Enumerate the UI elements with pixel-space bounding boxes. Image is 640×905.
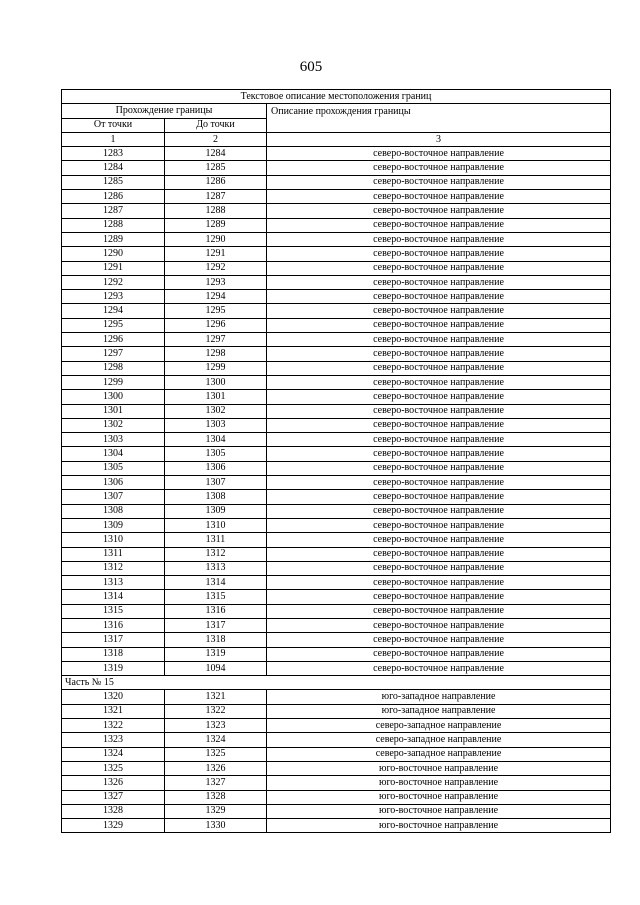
table-row — [62, 361, 611, 375]
from-point-cell: 1287 — [62, 204, 165, 218]
from-point-cell: 1312 — [62, 561, 165, 575]
direction-cell: юго-восточное направление — [267, 790, 611, 804]
direction-cell: северо-восточное направление — [267, 304, 611, 318]
table-row — [62, 747, 611, 761]
direction-cell: северо-восточное направление — [267, 433, 611, 447]
from-point-cell: 1297 — [62, 347, 165, 361]
from-point-cell: 1283 — [62, 147, 165, 161]
to-point-cell: 1322 — [165, 704, 267, 718]
column-number: 2 — [165, 132, 267, 146]
from-point-cell: 1298 — [62, 361, 165, 375]
to-point-cell: 1294 — [165, 290, 267, 304]
direction-cell: юго-западное направление — [267, 690, 611, 704]
table-row — [62, 604, 611, 618]
direction-cell: северо-восточное направление — [267, 147, 611, 161]
direction-cell: северо-восточное направление — [267, 590, 611, 604]
to-point-cell: 1288 — [165, 204, 267, 218]
from-point-cell: 1307 — [62, 490, 165, 504]
table-row — [62, 347, 611, 361]
table-row — [62, 476, 611, 490]
from-point-cell: 1311 — [62, 547, 165, 561]
to-point-cell: 1292 — [165, 261, 267, 275]
direction-cell: северо-восточное направление — [267, 504, 611, 518]
direction-cell: северо-восточное направление — [267, 275, 611, 289]
to-point-cell: 1303 — [165, 418, 267, 432]
table-row — [62, 804, 611, 818]
from-point-cell: 1291 — [62, 261, 165, 275]
table-row — [62, 232, 611, 246]
boundary-description-table — [61, 89, 611, 833]
table-row — [62, 790, 611, 804]
to-point-cell: 1330 — [165, 819, 267, 833]
direction-cell: северо-восточное направление — [267, 261, 611, 275]
to-point-cell: 1301 — [165, 390, 267, 404]
table-row — [62, 561, 611, 575]
table-row — [62, 275, 611, 289]
direction-cell: северо-восточное направление — [267, 161, 611, 175]
to-point-cell: 1325 — [165, 747, 267, 761]
direction-cell: северо-восточное направление — [267, 490, 611, 504]
from-point-cell: 1315 — [62, 604, 165, 618]
direction-cell: северо-восточное направление — [267, 232, 611, 246]
direction-cell: юго-восточное направление — [267, 776, 611, 790]
to-point-cell: 1306 — [165, 461, 267, 475]
from-point-cell: 1324 — [62, 747, 165, 761]
from-point-cell: 1326 — [62, 776, 165, 790]
table-row — [62, 333, 611, 347]
table-row — [62, 819, 611, 833]
direction-cell: юго-восточное направление — [267, 761, 611, 775]
table-row — [62, 318, 611, 332]
from-point-cell: 1303 — [62, 433, 165, 447]
direction-cell: северо-восточное направление — [267, 190, 611, 204]
direction-cell: северо-восточное направление — [267, 347, 611, 361]
to-point-cell: 1286 — [165, 175, 267, 189]
to-point-cell: 1299 — [165, 361, 267, 375]
direction-cell: северо-западное направление — [267, 747, 611, 761]
table-row — [62, 647, 611, 661]
table-row — [62, 690, 611, 704]
table-row — [62, 390, 611, 404]
table-row — [62, 661, 611, 675]
table-row — [62, 290, 611, 304]
to-point-cell: 1324 — [165, 733, 267, 747]
table-row — [62, 404, 611, 418]
to-point-cell: 1300 — [165, 375, 267, 389]
direction-cell: северо-восточное направление — [267, 375, 611, 389]
to-point-cell: 1289 — [165, 218, 267, 232]
table-row — [62, 704, 611, 718]
direction-cell: юго-восточное направление — [267, 804, 611, 818]
from-point-cell: 1300 — [62, 390, 165, 404]
from-point-cell: 1321 — [62, 704, 165, 718]
from-point-cell: 1284 — [62, 161, 165, 175]
section-row — [62, 676, 611, 690]
from-point-cell: 1318 — [62, 647, 165, 661]
table-row — [62, 733, 611, 747]
from-point-cell: 1305 — [62, 461, 165, 475]
table-body — [62, 90, 611, 833]
from-point-cell: 1295 — [62, 318, 165, 332]
from-point-cell: 1294 — [62, 304, 165, 318]
direction-cell: северо-восточное направление — [267, 618, 611, 632]
table-row — [62, 576, 611, 590]
table-row — [62, 175, 611, 189]
to-point-cell: 1291 — [165, 247, 267, 261]
direction-cell: северо-восточное направление — [267, 604, 611, 618]
to-point-cell: 1310 — [165, 518, 267, 532]
direction-cell: северо-восточное направление — [267, 218, 611, 232]
direction-cell: юго-восточное направление — [267, 819, 611, 833]
direction-cell: северо-восточное направление — [267, 561, 611, 575]
table-row — [62, 618, 611, 632]
from-point-cell: 1299 — [62, 375, 165, 389]
direction-cell: юго-западное направление — [267, 704, 611, 718]
from-point-cell: 1320 — [62, 690, 165, 704]
direction-cell: северо-западное направление — [267, 733, 611, 747]
from-point-header: От точки — [62, 118, 165, 132]
direction-cell: северо-восточное направление — [267, 647, 611, 661]
column-number: 3 — [267, 132, 611, 146]
table-row — [62, 533, 611, 547]
direction-cell: северо-западное направление — [267, 719, 611, 733]
to-point-cell: 1314 — [165, 576, 267, 590]
from-point-cell: 1293 — [62, 290, 165, 304]
from-point-cell: 1286 — [62, 190, 165, 204]
to-point-cell: 1316 — [165, 604, 267, 618]
to-point-cell: 1094 — [165, 661, 267, 675]
table-row — [62, 761, 611, 775]
from-point-cell: 1285 — [62, 175, 165, 189]
to-point-cell: 1285 — [165, 161, 267, 175]
description-header: Описание прохождения границы — [267, 104, 611, 133]
to-point-cell: 1296 — [165, 318, 267, 332]
to-point-cell: 1328 — [165, 790, 267, 804]
to-point-cell: 1323 — [165, 719, 267, 733]
to-point-cell: 1319 — [165, 647, 267, 661]
table-row — [62, 490, 611, 504]
to-point-cell: 1293 — [165, 275, 267, 289]
to-point-cell: 1302 — [165, 404, 267, 418]
table-row — [62, 218, 611, 232]
to-point-cell: 1318 — [165, 633, 267, 647]
from-point-cell: 1310 — [62, 533, 165, 547]
from-point-cell: 1322 — [62, 719, 165, 733]
table-row — [62, 590, 611, 604]
from-point-cell: 1302 — [62, 418, 165, 432]
from-point-cell: 1328 — [62, 804, 165, 818]
to-point-cell: 1305 — [165, 447, 267, 461]
direction-cell: северо-восточное направление — [267, 661, 611, 675]
table-row — [62, 547, 611, 561]
from-point-cell: 1329 — [62, 819, 165, 833]
to-point-cell: 1308 — [165, 490, 267, 504]
from-point-cell: 1309 — [62, 518, 165, 532]
to-point-cell: 1312 — [165, 547, 267, 561]
from-point-cell: 1308 — [62, 504, 165, 518]
from-point-cell: 1316 — [62, 618, 165, 632]
table-row — [62, 261, 611, 275]
to-point-cell: 1309 — [165, 504, 267, 518]
direction-cell: северо-восточное направление — [267, 247, 611, 261]
table-row — [62, 190, 611, 204]
table-row — [62, 161, 611, 175]
from-point-cell: 1289 — [62, 232, 165, 246]
direction-cell: северо-восточное направление — [267, 175, 611, 189]
column-number: 1 — [62, 132, 165, 146]
to-point-cell: 1287 — [165, 190, 267, 204]
direction-cell: северо-восточное направление — [267, 547, 611, 561]
to-point-cell: 1326 — [165, 761, 267, 775]
table-row — [62, 418, 611, 432]
from-point-cell: 1319 — [62, 661, 165, 675]
direction-cell: северо-восточное направление — [267, 461, 611, 475]
table-row — [62, 504, 611, 518]
from-point-cell: 1290 — [62, 247, 165, 261]
to-point-cell: 1297 — [165, 333, 267, 347]
table-title: Текстовое описание местоположения границ — [62, 90, 611, 104]
direction-cell: северо-восточное направление — [267, 447, 611, 461]
to-point-cell: 1284 — [165, 147, 267, 161]
from-point-cell: 1304 — [62, 447, 165, 461]
from-point-cell: 1325 — [62, 761, 165, 775]
from-point-cell: 1317 — [62, 633, 165, 647]
direction-cell: северо-восточное направление — [267, 476, 611, 490]
table-row — [62, 447, 611, 461]
to-point-cell: 1295 — [165, 304, 267, 318]
from-point-cell: 1296 — [62, 333, 165, 347]
page-number: 605 — [299, 59, 323, 75]
table-row — [62, 375, 611, 389]
table-row — [62, 204, 611, 218]
to-point-header: До точки — [165, 118, 267, 132]
to-point-cell: 1298 — [165, 347, 267, 361]
to-point-cell: 1313 — [165, 561, 267, 575]
section-label: Часть № 15 — [62, 676, 611, 690]
direction-cell: северо-восточное направление — [267, 533, 611, 547]
from-point-cell: 1327 — [62, 790, 165, 804]
to-point-cell: 1304 — [165, 433, 267, 447]
table-row — [62, 147, 611, 161]
to-point-cell: 1327 — [165, 776, 267, 790]
direction-cell: северо-восточное направление — [267, 333, 611, 347]
to-point-cell: 1290 — [165, 232, 267, 246]
direction-cell: северо-восточное направление — [267, 633, 611, 647]
direction-cell: северо-восточное направление — [267, 518, 611, 532]
direction-cell: северо-восточное направление — [267, 418, 611, 432]
table-row — [62, 433, 611, 447]
table-row — [62, 247, 611, 261]
direction-cell: северо-восточное направление — [267, 204, 611, 218]
to-point-cell: 1317 — [165, 618, 267, 632]
to-point-cell: 1311 — [165, 533, 267, 547]
to-point-cell: 1321 — [165, 690, 267, 704]
direction-cell: северо-восточное направление — [267, 404, 611, 418]
table-row — [62, 461, 611, 475]
direction-cell: северо-восточное направление — [267, 318, 611, 332]
from-point-cell: 1314 — [62, 590, 165, 604]
to-point-cell: 1307 — [165, 476, 267, 490]
table-row — [62, 518, 611, 532]
from-point-cell: 1288 — [62, 218, 165, 232]
from-point-cell: 1292 — [62, 275, 165, 289]
from-point-cell: 1313 — [62, 576, 165, 590]
table-row — [62, 304, 611, 318]
direction-cell: северо-восточное направление — [267, 290, 611, 304]
table-title-row — [62, 90, 611, 104]
group-header-row — [62, 104, 611, 118]
direction-cell: северо-восточное направление — [267, 361, 611, 375]
from-point-cell: 1301 — [62, 404, 165, 418]
table-row — [62, 633, 611, 647]
group-header: Прохождение границы — [62, 104, 267, 118]
column-number-row — [62, 132, 611, 146]
from-point-cell: 1306 — [62, 476, 165, 490]
to-point-cell: 1329 — [165, 804, 267, 818]
table-row — [62, 719, 611, 733]
from-point-cell: 1323 — [62, 733, 165, 747]
direction-cell: северо-восточное направление — [267, 390, 611, 404]
table-row — [62, 776, 611, 790]
to-point-cell: 1315 — [165, 590, 267, 604]
direction-cell: северо-восточное направление — [267, 576, 611, 590]
